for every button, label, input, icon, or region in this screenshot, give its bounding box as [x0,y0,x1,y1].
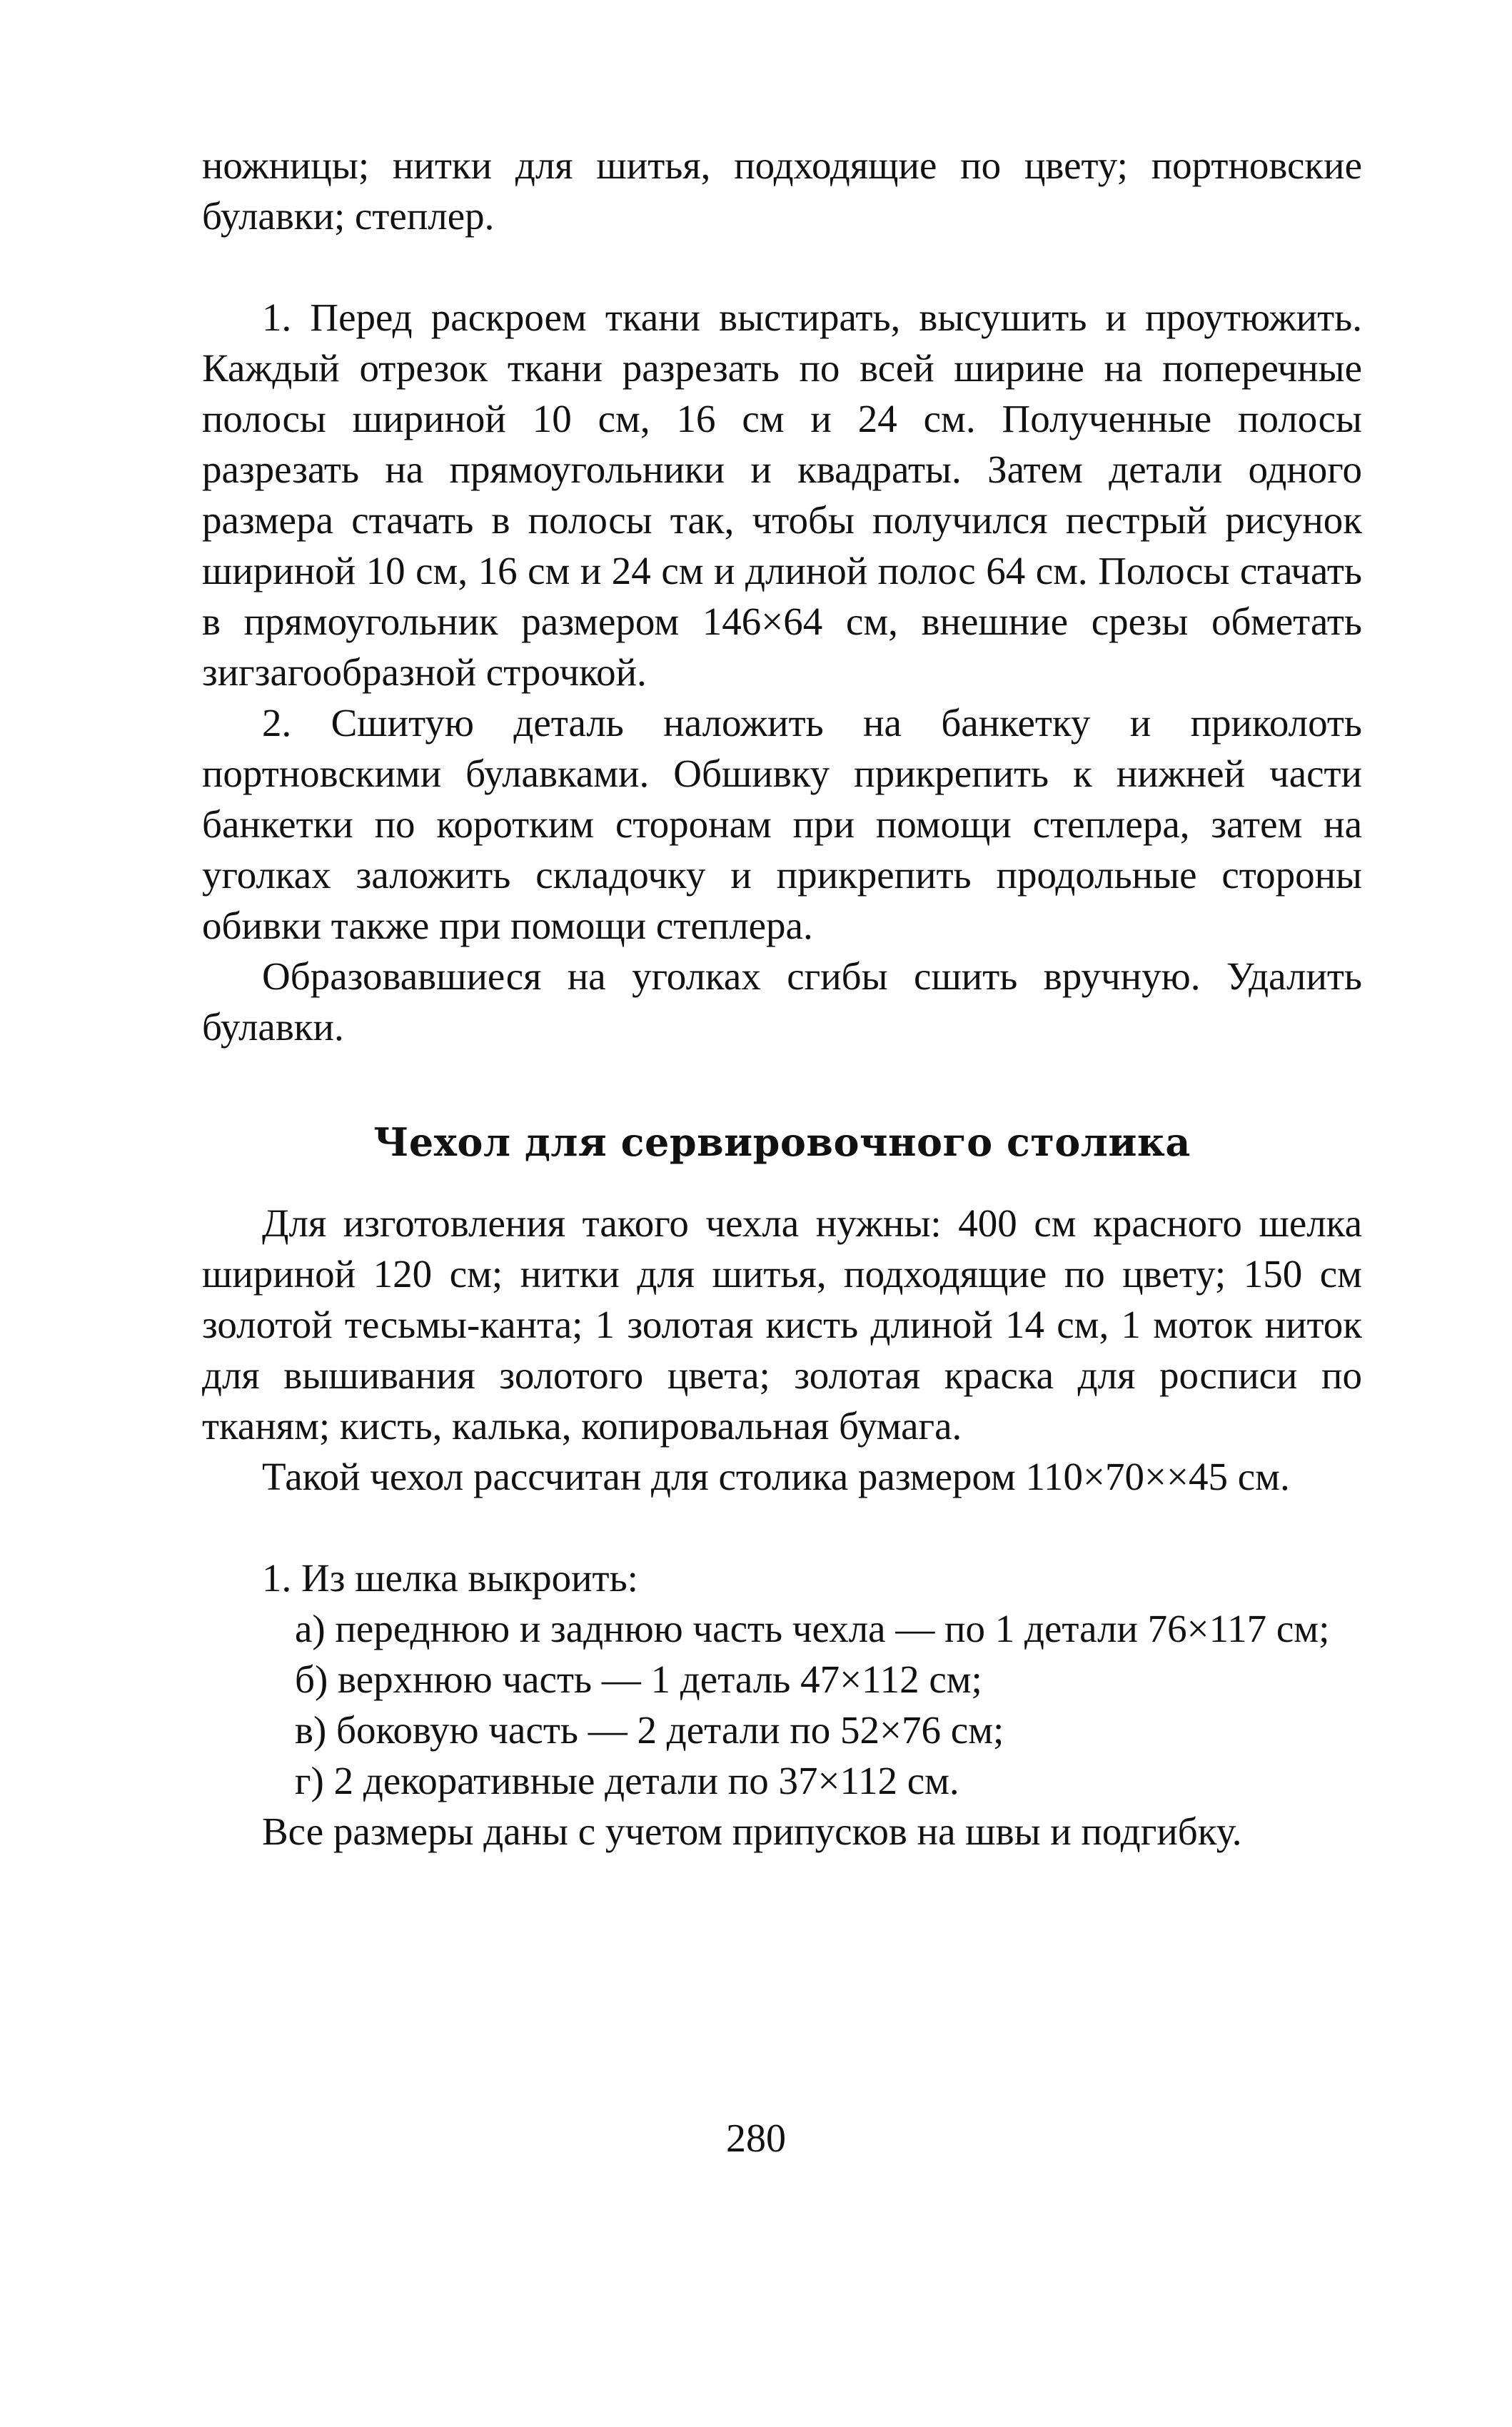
list-item: б) верхнюю часть — 1 деталь 47×112 см; [295,1657,982,1701]
paragraph-closing: Все размеры даны с учетом припусков на швы и подгибку. [262,1810,1242,1853]
paragraph-final-note: Образовавшиеся на уголках сгибы сшить вручную. Удалить булавки. [202,954,1362,1049]
list-intro: 1. Из шелка выкроить: [262,1556,638,1600]
list-item: в) боковую часть — 2 детали по 52×76 см; [295,1708,1004,1752]
page-body [202,140,1362,1857]
paragraph-step-1: 1. Перед раскроем ткани выстирать, высушить и проутюжить. Каждый отрезок ткани разрезать по всей ширине на поперечные полосы шириной 10 см, 16 см и 24 см. Полученные полосы разрезать на прямоугольники и квадраты. Затем детали одного размера стачать в полосы так, чтобы получился пестрый рисунок шириной 10 см, 16 см и 24 см и длиной полос 64 см. Полосы стачать в прямоугольник размером 146×64 см, внешние срезы обметать зигзагообразной строчкой. [202,296,1362,694]
paragraph-table-size: Такой чехол рассчитан для столика размером 110×70××45 см. [262,1455,1290,1498]
paragraph-step-2: 2. Сшитую деталь наложить на банкетку и приколоть портновскими булавками. Обшивку прикрепить к нижней части банкетки по коротким сторонам при помощи степлера, затем на уголках заложить складочку и прикрепить продольные стороны обивки также при помощи степлера. [202,701,1362,947]
page-number: 280 [726,2116,786,2161]
list-item: г) 2 декоративные детали по 37×112 см. [295,1759,959,1802]
paragraph-materials: Для изготовления такого чехла нужны: 400 см красного шелка шириной 120 см; нитки для шитья, подходящие по цвету; 150 см золотой тесьмы-канта; 1 золотая кисть длиной 14 см, 1 моток ниток для вышивания золотого цвета; золотая краска для росписи по тканям; кисть, калька, копировальная бумага. [202,1201,1362,1448]
section-heading: Чехол для сервировочного столика [373,1119,1191,1165]
list-item: а) переднюю и заднюю часть чехла — по 1 детали 76×117 см; [295,1607,1330,1650]
paragraph-materials-end: ножницы; нитки для шитья, подходящие по цвету; портновские булавки; степлер. [202,143,1362,238]
